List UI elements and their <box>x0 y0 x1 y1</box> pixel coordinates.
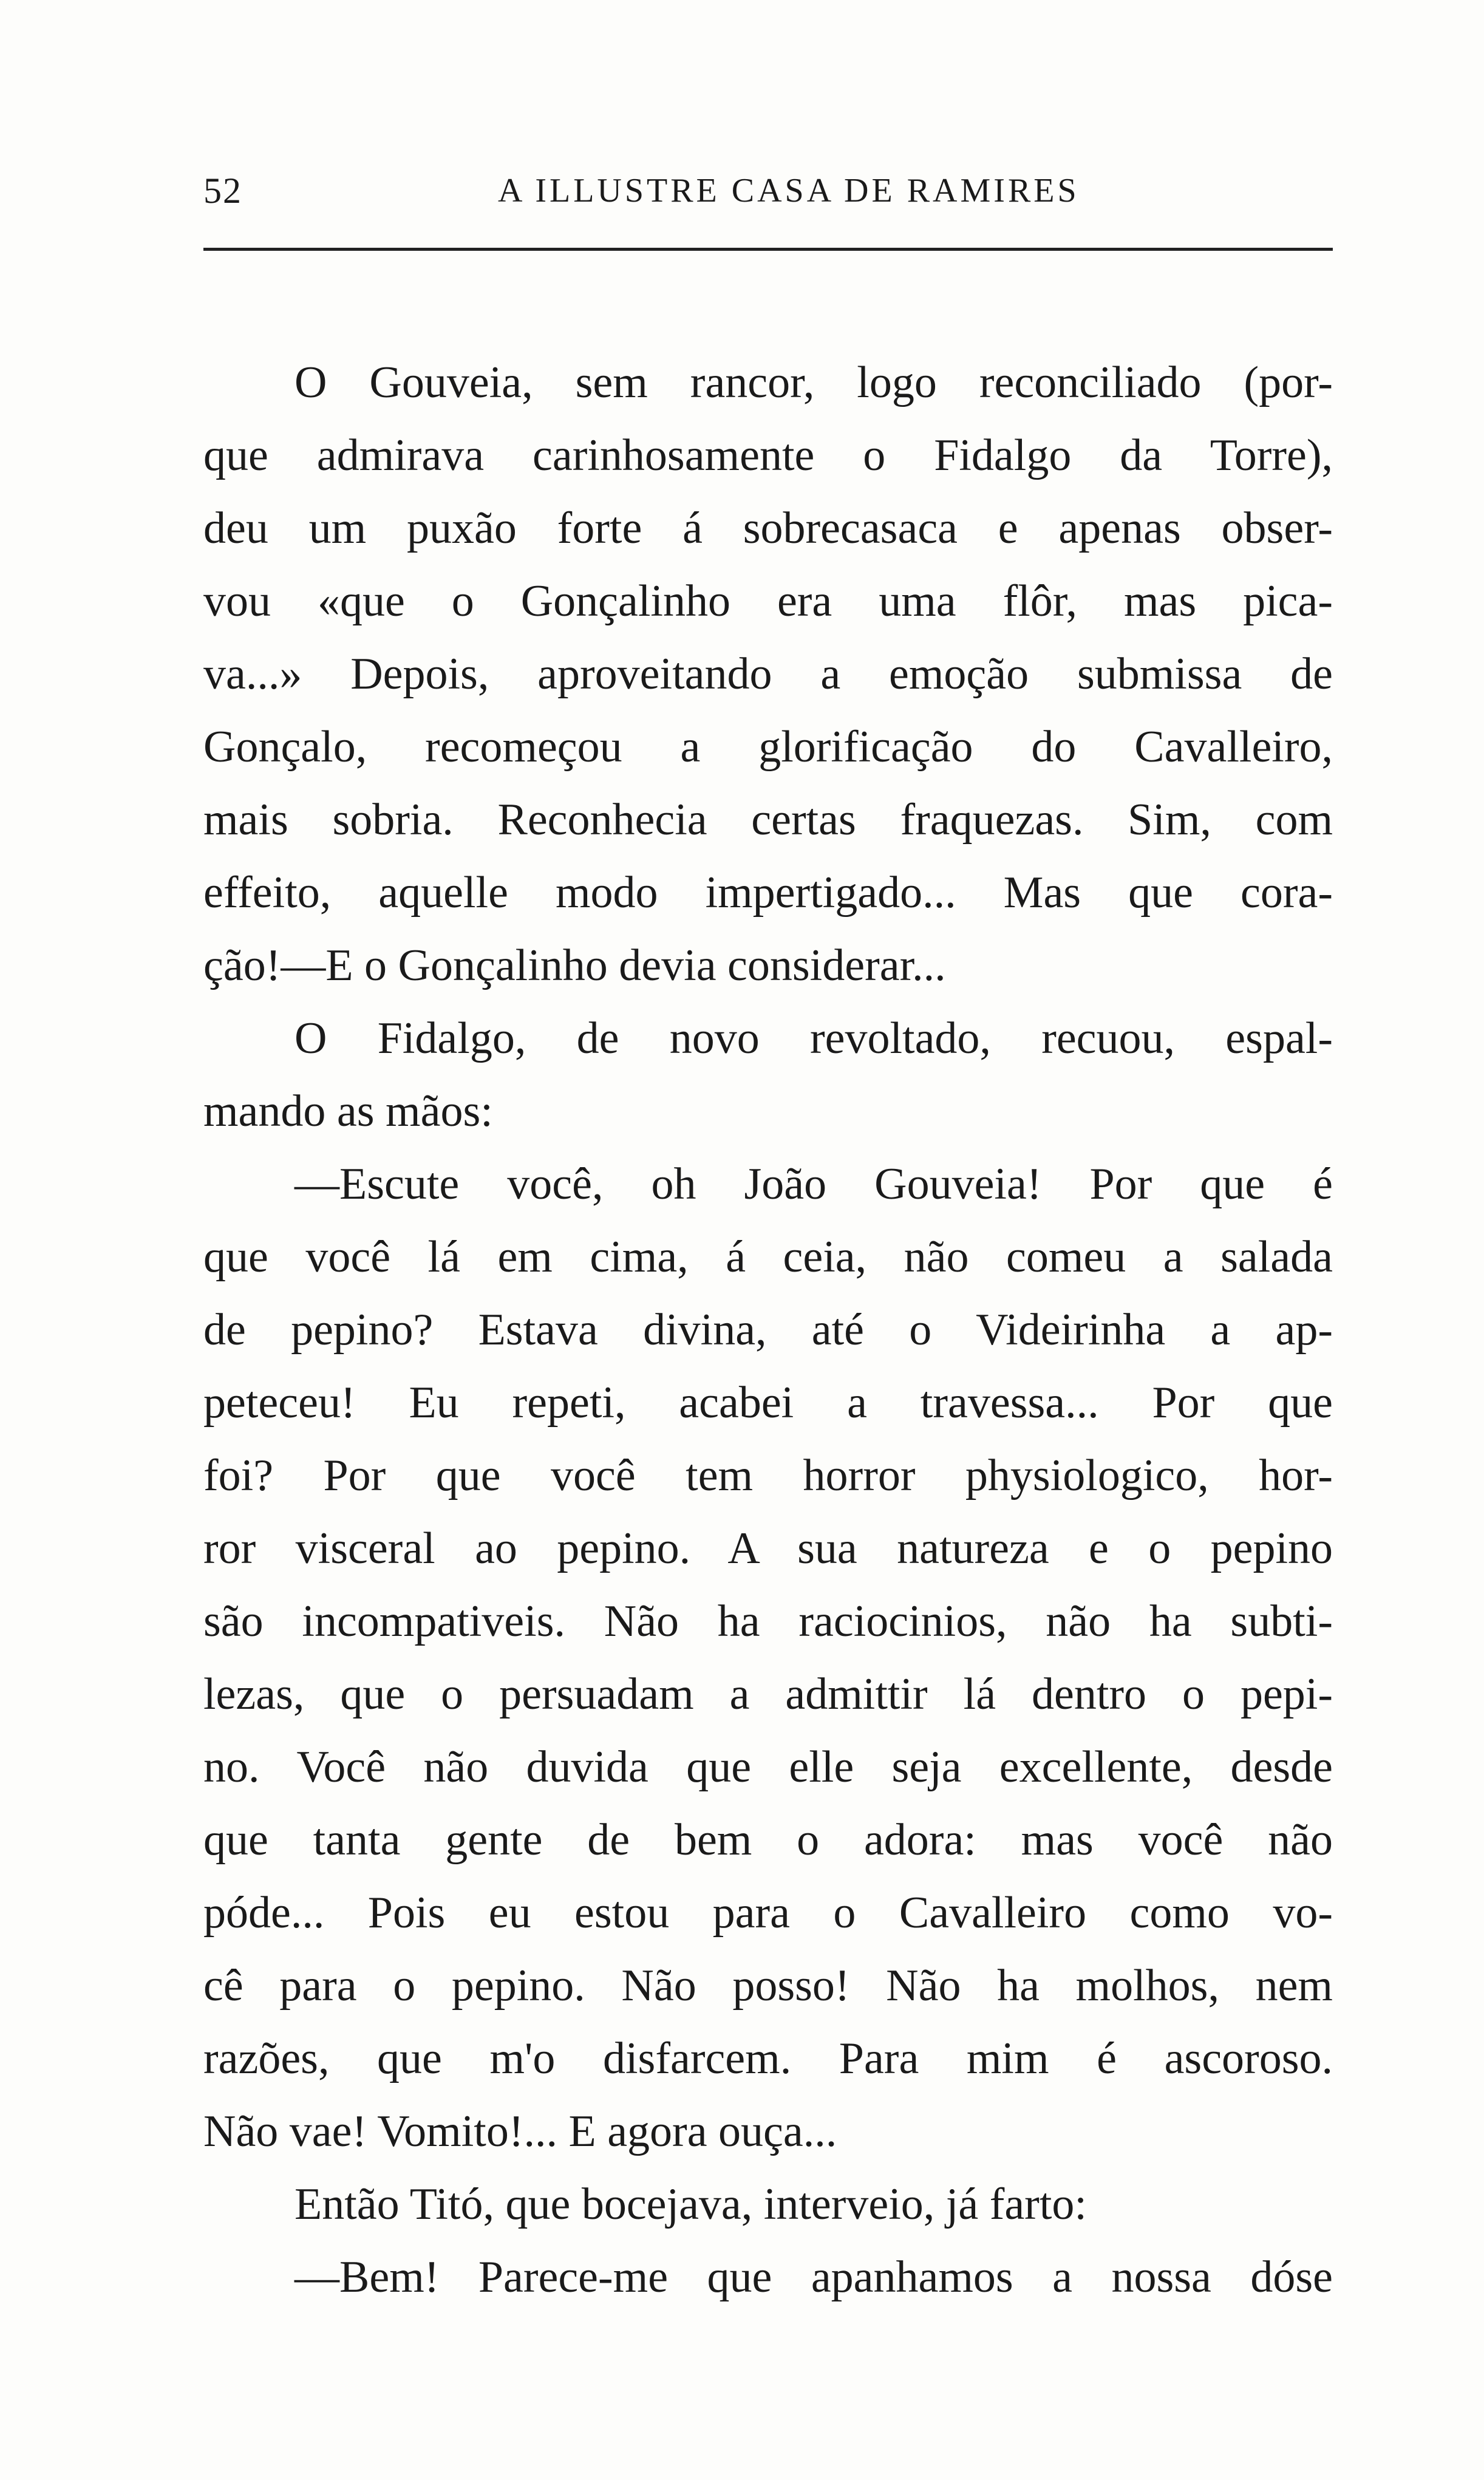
text-line: mando as mãos: <box>203 1086 493 1136</box>
text-line: va...» Depois, aproveitando a emoção submissa de <box>203 649 1333 699</box>
text-line: ção!—E o Gonçalinho devia considerar... <box>203 941 946 990</box>
text-line: lezas, que o persuadam a admittir lá dentro o pepi- <box>203 1669 1333 1719</box>
text-line: Gonçalo, recomeçou a glorificação do Cavalleiro, <box>203 722 1333 772</box>
text-line: —Escute você, oh João Gouveia! Por que é <box>294 1159 1333 1209</box>
text-line: effeito, aquelle modo impertigado... Mas que cora- <box>203 868 1333 918</box>
body-text <box>203 346 1333 2314</box>
text-line: cê para o pepino. Não posso! Não ha molhos, nem <box>203 1961 1333 2011</box>
text-line: de pepino? Estava divina, até o Videirinha a ap- <box>203 1305 1333 1355</box>
text-line: deu um puxão forte á sobrecasaca e apenas obser- <box>203 503 1333 553</box>
text-line: razões, que m'o disfarcem. Para mim é ascoroso. <box>203 2034 1333 2083</box>
text-line: foi? Por que você tem horror physiologico, hor- <box>203 1451 1333 1501</box>
text-line: vou «que o Gonçalinho era uma flôr, mas pica- <box>203 576 1333 626</box>
text-line: póde... Pois eu estou para o Cavalleiro como vo- <box>203 1888 1333 1938</box>
text-line: são incompativeis. Não ha raciocinios, não ha subti- <box>203 1596 1333 1646</box>
text-line: O Fidalgo, de novo revoltado, recuou, espal- <box>294 1013 1333 1063</box>
text-line: peteceu! Eu repeti, acabei a travessa... Por que <box>203 1378 1333 1428</box>
running-title: A ILLUSTRE CASA DE RAMIRES <box>498 172 1080 210</box>
text-line: ror visceral ao pepino. A sua natureza e o pepino <box>203 1524 1333 1573</box>
page-number: 52 <box>203 171 242 211</box>
text-line: O Gouveia, sem rancor, logo reconciliado (por- <box>294 358 1333 407</box>
text-line: no. Você não duvida que elle seja excellente, desde <box>203 1742 1333 1792</box>
text-line: que tanta gente de bem o adora: mas você não <box>203 1815 1333 1865</box>
text-line: que você lá em cima, á ceia, não comeu a salada <box>203 1232 1333 1282</box>
text-line: —Bem! Parece-me que apanhamos a nossa dóse <box>294 2252 1333 2302</box>
page-header <box>203 158 1333 225</box>
text-line: mais sobria. Reconhecia certas fraquezas. Sim, com <box>203 795 1333 845</box>
text-line: Então Titó, que bocejava, interveio, já farto: <box>294 2179 1087 2229</box>
header-rule <box>203 248 1333 251</box>
text-line: que admirava carinhosamente o Fidalgo da Torre), <box>203 431 1333 480</box>
text-line: Não vae! Vomito!... E agora ouça... <box>203 2107 837 2156</box>
